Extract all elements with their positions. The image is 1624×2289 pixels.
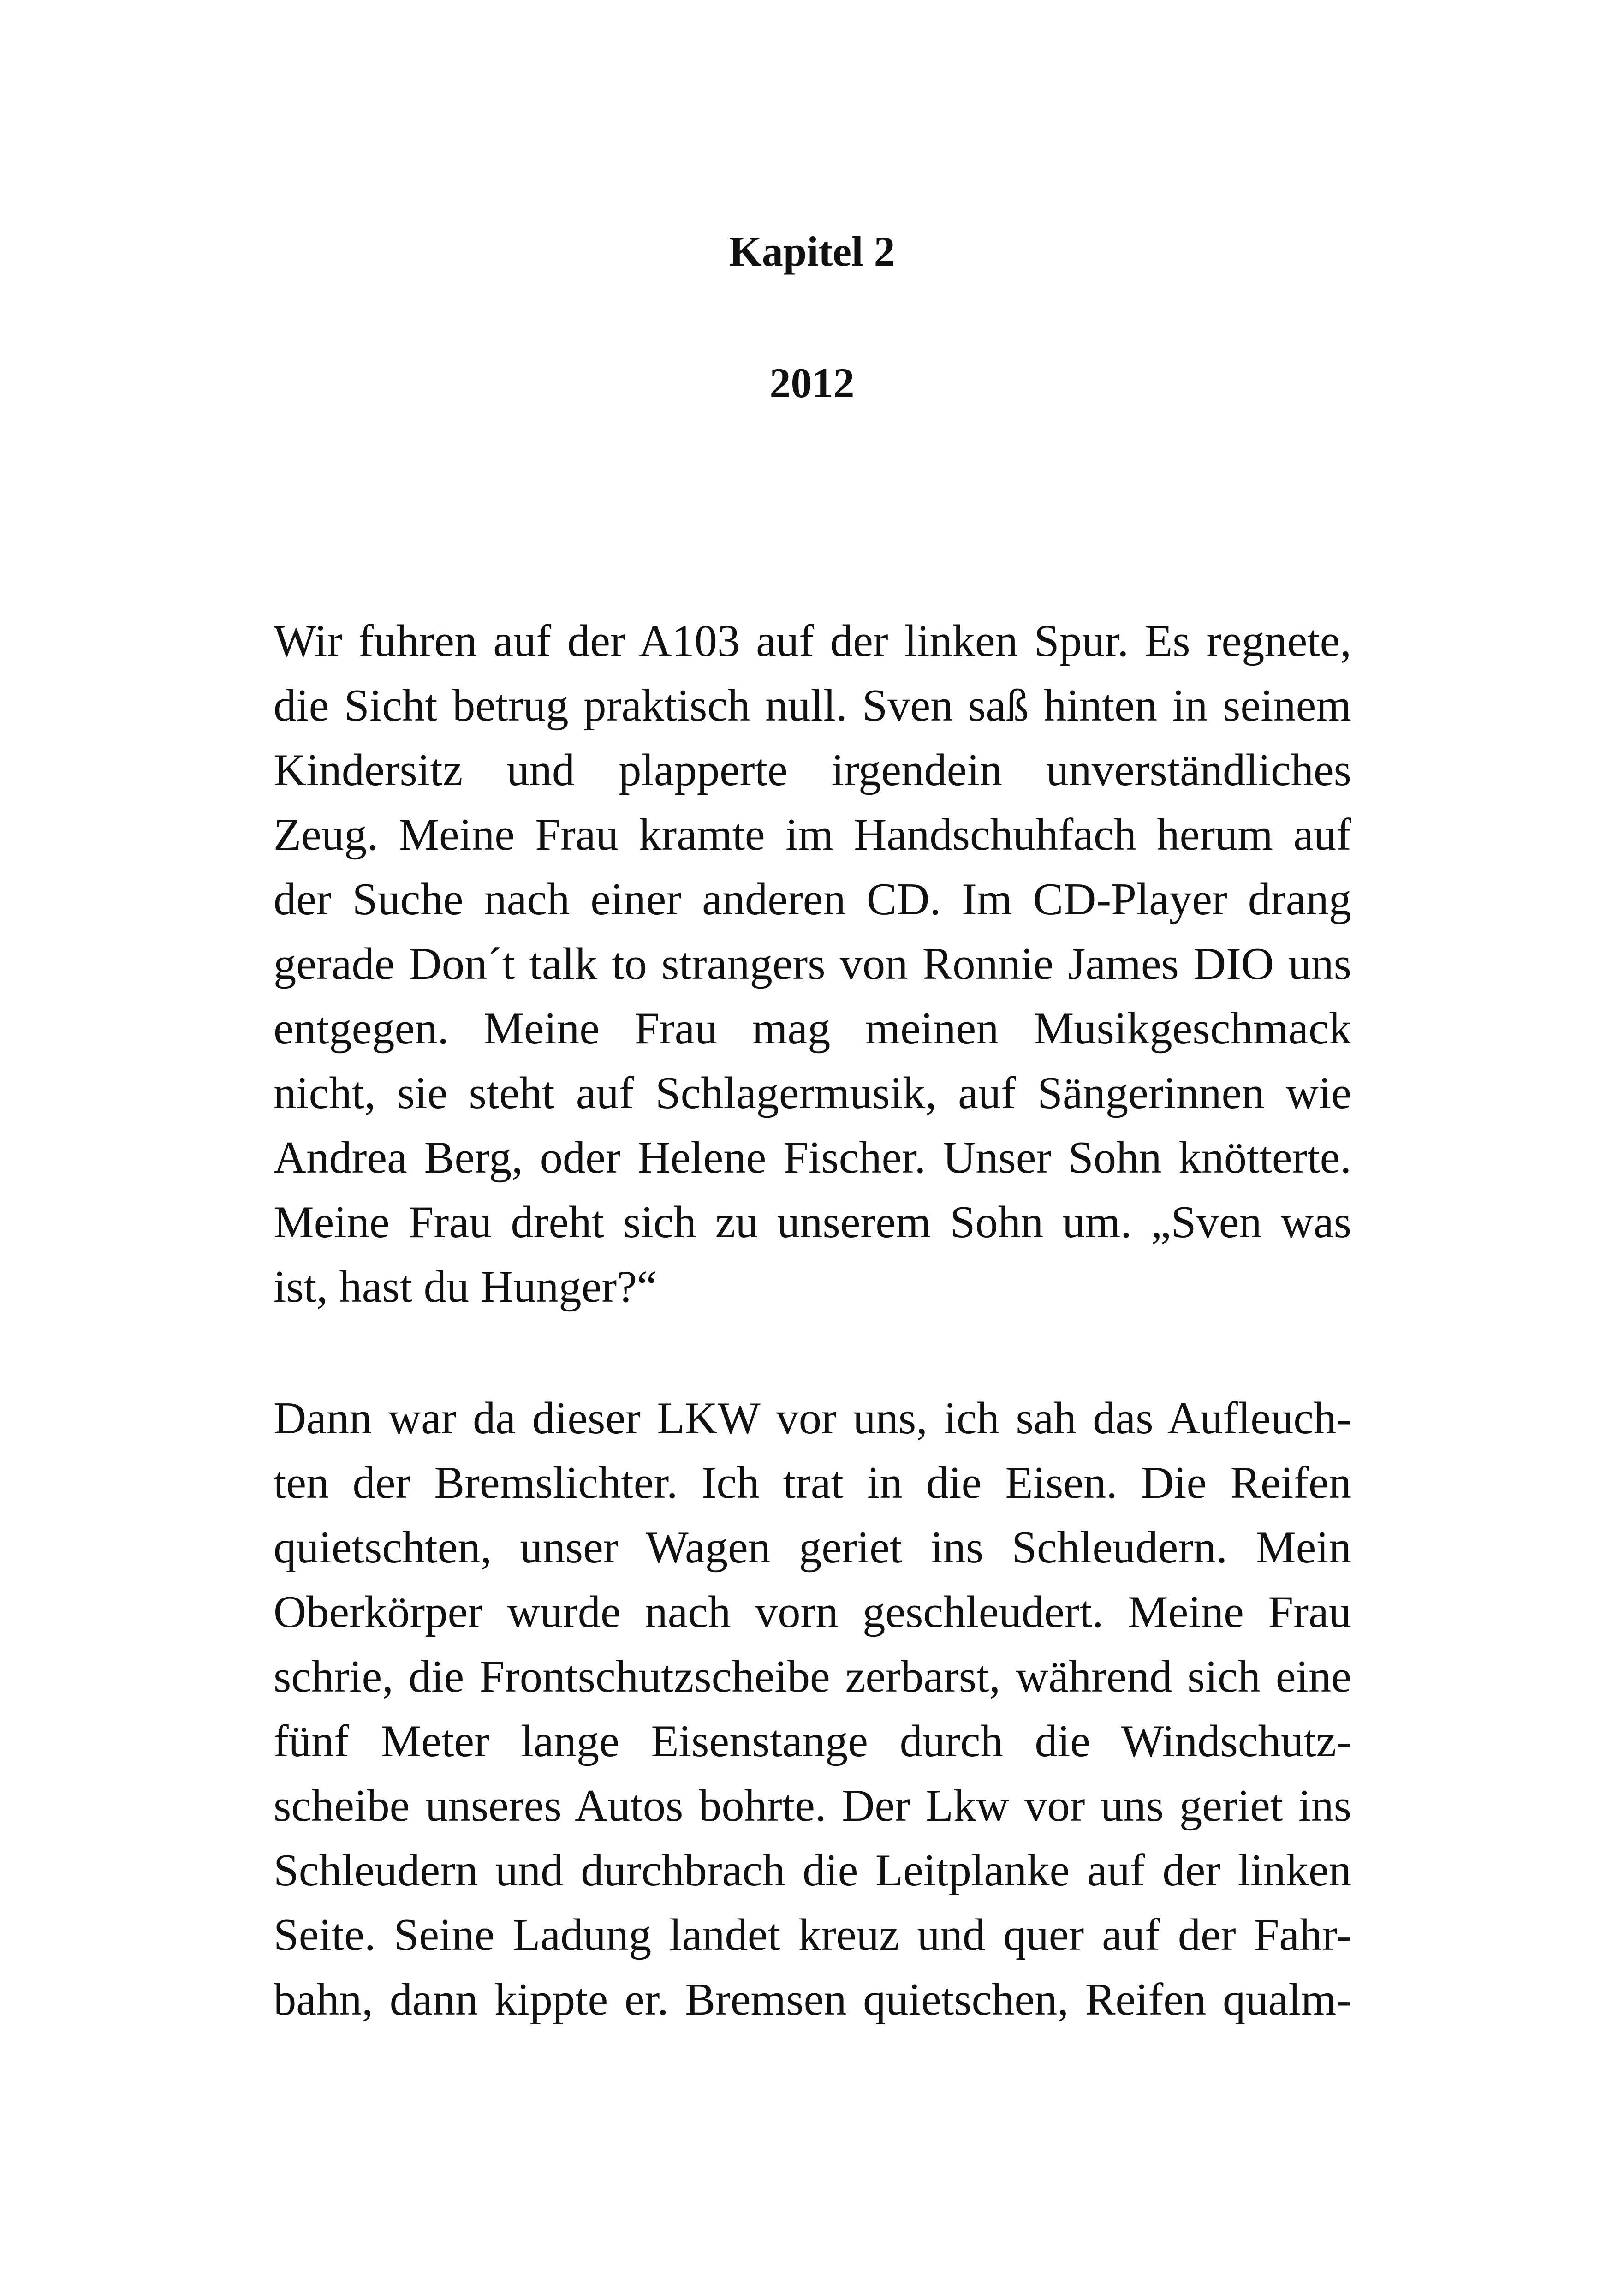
paragraph-1 xyxy=(274,609,1351,1319)
text-line: bahn, dann kippte er. Bremsen quietschen, Reifen qualm- xyxy=(274,1974,1351,2025)
text-line: Seite. Seine Ladung landet kreuz und quer auf der Fahr- xyxy=(274,1910,1351,1960)
text-line: Zeug. Meine Frau kramte im Handschuhfach herum auf xyxy=(274,810,1351,860)
chapter-year: 2012 xyxy=(769,359,855,406)
text-line: Oberkörper wurde nach vorn geschleudert. Meine Frau xyxy=(274,1587,1351,1637)
text-line: fünf Meter lange Eisenstange durch die Windschutz- xyxy=(274,1716,1351,1766)
paragraph-2 xyxy=(274,1386,1351,2032)
text-line: Schleudern und durchbrach die Leitplanke auf der linken xyxy=(274,1845,1351,1896)
text-line: schrie, die Frontschutzscheibe zerbarst, während sich eine xyxy=(274,1651,1351,1702)
text-line: Dann war da dieser LKW vor uns, ich sah das Aufleuch- xyxy=(274,1393,1351,1443)
text-line: der Suche nach einer anderen CD. Im CD-Player drang xyxy=(274,874,1351,924)
text-line: Meine Frau dreht sich zu unserem Sohn um. „Sven was xyxy=(274,1197,1351,1247)
text-line: Andrea Berg, oder Helene Fischer. Unser Sohn knötterte. xyxy=(274,1133,1351,1183)
text-line: ist, hast du Hunger?“ xyxy=(274,1262,657,1312)
text-line: ten der Bremslichter. Ich trat in die Eisen. Die Reifen xyxy=(274,1458,1351,1508)
text-line: entgegen. Meine Frau mag meinen Musikgeschmack xyxy=(274,1003,1351,1054)
text-line: scheibe unseres Autos bohrte. Der Lkw vor uns geriet ins xyxy=(274,1781,1351,1831)
text-line: Wir fuhren auf der A103 auf der linken Spur. Es regnete, xyxy=(274,616,1351,666)
text-line: gerade Don´t talk to strangers von Ronnie James DIO uns xyxy=(274,939,1351,989)
text-line: quietschten, unser Wagen geriet ins Schleudern. Mein xyxy=(274,1522,1351,1573)
text-line: nicht, sie steht auf Schlagermusik, auf Sängerinnen wie xyxy=(274,1068,1351,1118)
chapter-title: Kapitel 2 xyxy=(729,228,895,275)
text-line: Kindersitz und plapperte irgendein unverständliches xyxy=(274,745,1351,795)
text-line: die Sicht betrug praktisch null. Sven saß hinten in seinem xyxy=(274,680,1351,731)
